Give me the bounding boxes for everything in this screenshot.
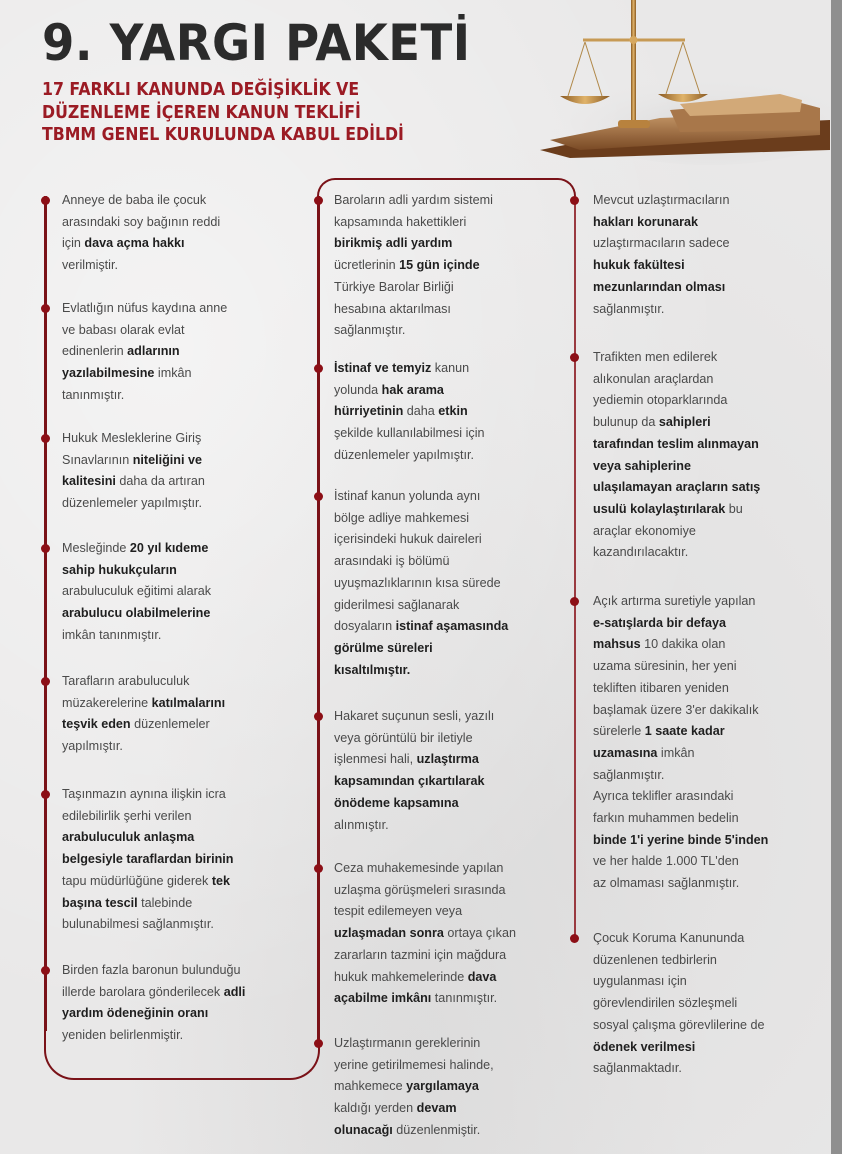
timeline-dot — [41, 966, 50, 975]
timeline-dot — [314, 712, 323, 721]
list-item: Birden fazla baronun bulunduğu illerde barolara gönderilecek adli yardım ödeneğinin oranı yeniden belirlenmiştir. — [62, 963, 246, 1043]
list-item: Hukuk Mesleklerine Giriş Sınavlarının niteliğini ve kalitesini daha da artıran düzenlemeler yapılmıştır. — [62, 431, 205, 511]
timeline-dot — [314, 492, 323, 501]
timeline-dot — [314, 1039, 323, 1048]
timeline-line-middle — [317, 196, 320, 1044]
timeline-dot — [41, 434, 50, 443]
scales-of-justice-icon — [530, 0, 830, 165]
list-item: İstinaf kanun yolunda aynı bölge adliye mahkemesi içerisindeki hukuk daireleri arasındaki iş bölümü uyuşmazlıklarının kısa sürede giderilmesi sağlanarak dosyaların istinaf aşamasında görülme süreleri kısaltılmıştır. — [334, 489, 509, 677]
timeline-dot — [314, 364, 323, 373]
timeline-dot — [314, 864, 323, 873]
timeline-dot — [41, 304, 50, 313]
list-item: Uzlaştırmanın gereklerinin yerine getirilmemesi halinde, mahkemece yargılamaya kaldığı yerden devam olunacağı düzenlenmiştir. — [334, 1036, 494, 1137]
subtitle-line: 17 FARKLI KANUNDA DEĞİŞİKLİK VE — [42, 80, 360, 100]
list-item: Açık artırma suretiyle yapılan e-satışlarda bir defaya mahsus 10 dakika olan uzama süresinin, her yeni tekliften itibaren yeniden başlamak üzere 3'er dakikalık sürelerle 1 saate kadar uzamasına imkân sağlanmıştır. Ayrıca teklifler arasındaki farkın muhammen bedelin binde 1'i yerine binde 5'inden ve her halde 1.000 TL'den az olmaması sağlanmıştır. — [593, 594, 769, 891]
timeline-line-left — [44, 196, 47, 1031]
timeline-dot — [570, 353, 579, 362]
list-item: Çocuk Koruma Kanununda düzenlenen tedbirlerin uygulanması için görevlendirilen sözleşmeli sosyal çalışma görevlilerine de ödenek verilmesi sağlanmaktadır. — [593, 931, 765, 1076]
subtitle-line: DÜZENLEME İÇEREN KANUN TEKLİFİ — [42, 102, 361, 123]
page-subtitle — [42, 79, 404, 147]
page-title: 9. YARGI PAKETİ — [42, 14, 471, 72]
list-item: Trafikten men edilerek alıkonulan araçlardan yediemin otoparklarında bulunup da sahipleri tarafından teslim alınmayan veya sahiplerine ulaşılamayan araçların satış usulü kolaylaştırılarak bu araçlar ekonomiye kazandırılacaktır. — [593, 350, 761, 560]
list-item: Mesleğinde 20 yıl kıdeme sahip hukukçuların arabuluculuk eğitimi alarak arabulucu olabilmelerine imkân tanınmıştır. — [62, 541, 212, 642]
timeline-dot — [570, 597, 579, 606]
timeline-dot — [41, 196, 50, 205]
list-item: İstinaf ve temyiz kanun yolunda hak arama hürriyetinin daha etkin şekilde kullanılabilmesi için düzenlemeler yapılmıştır. — [334, 361, 485, 462]
timeline-dot — [570, 196, 579, 205]
timeline-line-right — [574, 196, 577, 938]
timeline-dot — [314, 196, 323, 205]
timeline-dot — [41, 544, 50, 553]
timeline-dot — [570, 934, 579, 943]
list-item: Mevcut uzlaştırmacıların hakları korunarak uzlaştırmacıların sadece hukuk fakültesi mezunlarından olması sağlanmıştır. — [593, 193, 730, 316]
subtitle-line: TBMM GENEL KURULUNDA KABUL EDİLDİ — [42, 125, 404, 145]
list-item: Taşınmazın aynına ilişkin icra edilebilirlik şerhi verilen arabuluculuk anlaşma belgesiyle taraflardan birinin tapu müdürlüğüne giderek tek başına tescil talebinde bulunabilmesi sağlanmıştır. — [62, 787, 234, 932]
timeline-dot — [41, 790, 50, 799]
list-item: Tarafların arabuluculuk müzakerelerine katılmalarını teşvik eden düzenlemeler yapılmıştır. — [62, 674, 226, 754]
list-item: Hakaret suçunun sesli, yazılı veya görüntülü bir iletiyle işlenmesi hali, uzlaştırma kapsamından çıkartılarak önödeme kapsamına alınmıştır. — [334, 709, 495, 832]
timeline-dot — [41, 677, 50, 686]
list-item: Baroların adli yardım sistemi kapsamında hakettikleri birikmiş adli yardım ücretlerinin 15 gün içinde Türkiye Barolar Birliği hesabına aktarılması sağlanmıştır. — [334, 193, 493, 338]
list-item: Evlatlığın nüfus kaydına anne ve babası olarak evlat edinenlerin adlarının yazılabilmesine imkân tanınmıştır. — [62, 301, 228, 402]
list-item: Ceza muhakemesinde yapılan uzlaşma görüşmeleri sırasında tespit edilemeyen veya uzlaşmadan sonra ortaya çıkan zararların tazmini için mağdura hukuk mahkemelerinde dava açabilme imkânı tanınmıştır. — [334, 861, 516, 1006]
list-item: Anneye de baba ile çocuk arasındaki soy bağının reddi için dava açma hakkı verilmiştir. — [62, 193, 221, 273]
